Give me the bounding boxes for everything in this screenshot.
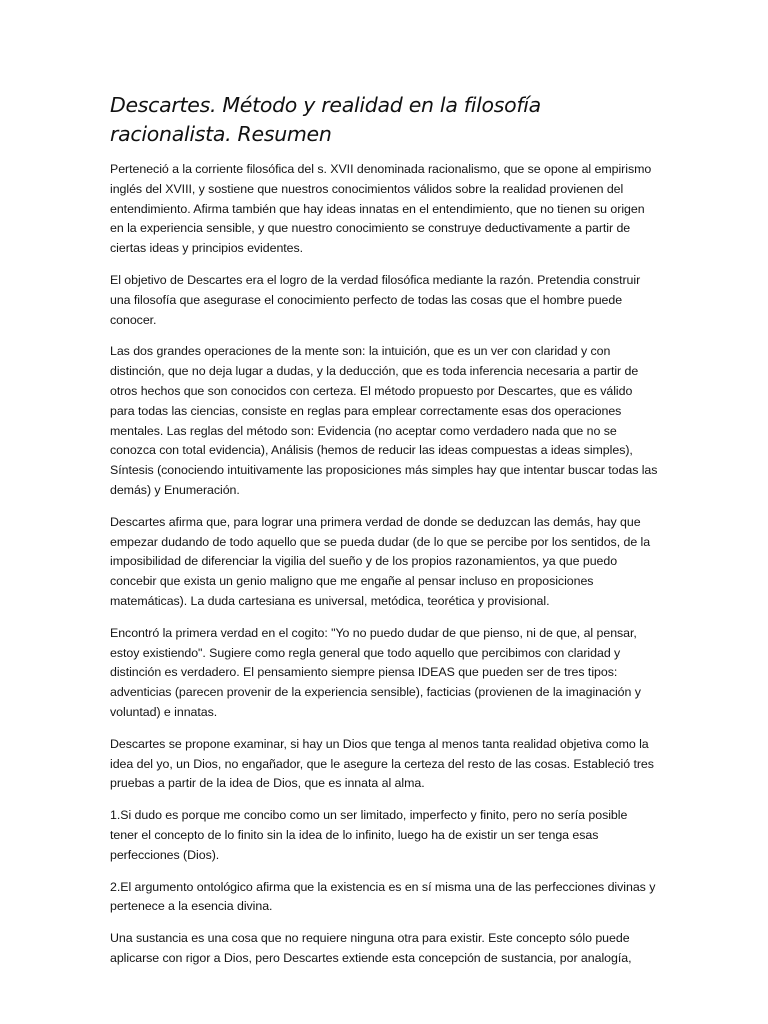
paragraph-metodo: Las dos grandes operaciones de la mente son: la intuición, que es un ver con claridad y con distinción, que no deja lugar a dudas, y la deducción, que es toda inferencia necesaria a partir de otros hechos que son conocidos con certeza. El método propuesto por Descartes, que es válido para todas las ciencias, consiste en reglas para emplear correctamente esas dos operaciones mentales. Las reglas del método son: Evidencia (no aceptar como verdadero nada que no se conozca con total evidencia), Análisis (hemos de reducir las ideas compuestas a ideas simples), Síntesis (conociendo intuitivamente las proposiciones más simples hay que intentar buscar todas las demás) y Enumeración. bbox=[110, 344, 658, 497]
document-page bbox=[110, 91, 658, 981]
paragraph-sustancia: Una sustancia es una cosa que no requiere ninguna otra para existir. Este concepto sólo puede aplicarse con rigor a Dios, pero Descartes extiende esta concepción de sustancia, por analogía, bbox=[110, 931, 632, 965]
paragraph-duda: Descartes afirma que, para lograr una primera verdad de donde se deduzcan las demás, hay que empezar dudando de todo aquello que se pueda dudar (de lo que se percibe por los sentidos, de la imposibilidad de diferenciar la vigilia del sueño y de los propios razonamientos, ya que puedo concebir que exista un genio maligno que me engañe al pensar incluso en proposiciones matemáticas). La duda cartesiana es universal, metódica, teorética y provisional. bbox=[110, 514, 651, 608]
paragraph-racionalismo: Perteneció a la corriente filosófica del s. XVII denominada racionalismo, que se opone al empirismo inglés del XVIII, y sostiene que nuestros conocimientos válidos sobre la realidad provienen del entendimiento. Afirma también que hay ideas innatas en el entendimiento, que no tienen su origen en la experiencia sensible, y que nuestro conocimiento se construye deductivamente a partir de ciertas ideas y principios evidentes. bbox=[110, 162, 652, 256]
paragraph-dios: Descartes se propone examinar, si hay un Dios que tenga al menos tanta realidad objetiva como la idea del yo, un Dios, no engañador, que le asegure la certeza del resto de las cosas. Estableció tres pruebas a partir de la idea de Dios, que es innata al alma. bbox=[110, 736, 654, 791]
document-title: Descartes. Método y realidad en la filosofía racionalista. Resumen bbox=[110, 93, 541, 146]
paragraph-objetivo: El objetivo de Descartes era el logro de la verdad filosófica mediante la razón. Pretendia construir una filosofía que asegurase el conocimiento perfecto de todas las cosas que el hombre puede conocer. bbox=[110, 272, 641, 327]
paragraph-prueba-1: 1.Si dudo es porque me concibo como un ser limitado, imperfecto y finito, pero no sería posible tener el concepto de lo finito sin la idea de lo infinito, luego ha de existir un ser tenga esas perfecciones (Dios). bbox=[110, 808, 628, 862]
paragraph-prueba-2: 2.El argumento ontológico afirma que la existencia es en sí misma una de las perfecciones divinas y pertenece a la esencia divina. bbox=[110, 879, 656, 914]
paragraph-cogito: Encontró la primera verdad en el cogito: "Yo no puedo dudar de que pienso, ni de que, al pensar, estoy existiendo". Sugiere como regla general que todo aquello que percibimos con claridad y distinción es verdadero. El pensamiento siempre piensa IDEAS que pueden ser de tres tipos: adventicias (parecen provenir de la experiencia sensible), facticias (provienen de la imaginación y voluntad) e innatas. bbox=[110, 625, 641, 719]
